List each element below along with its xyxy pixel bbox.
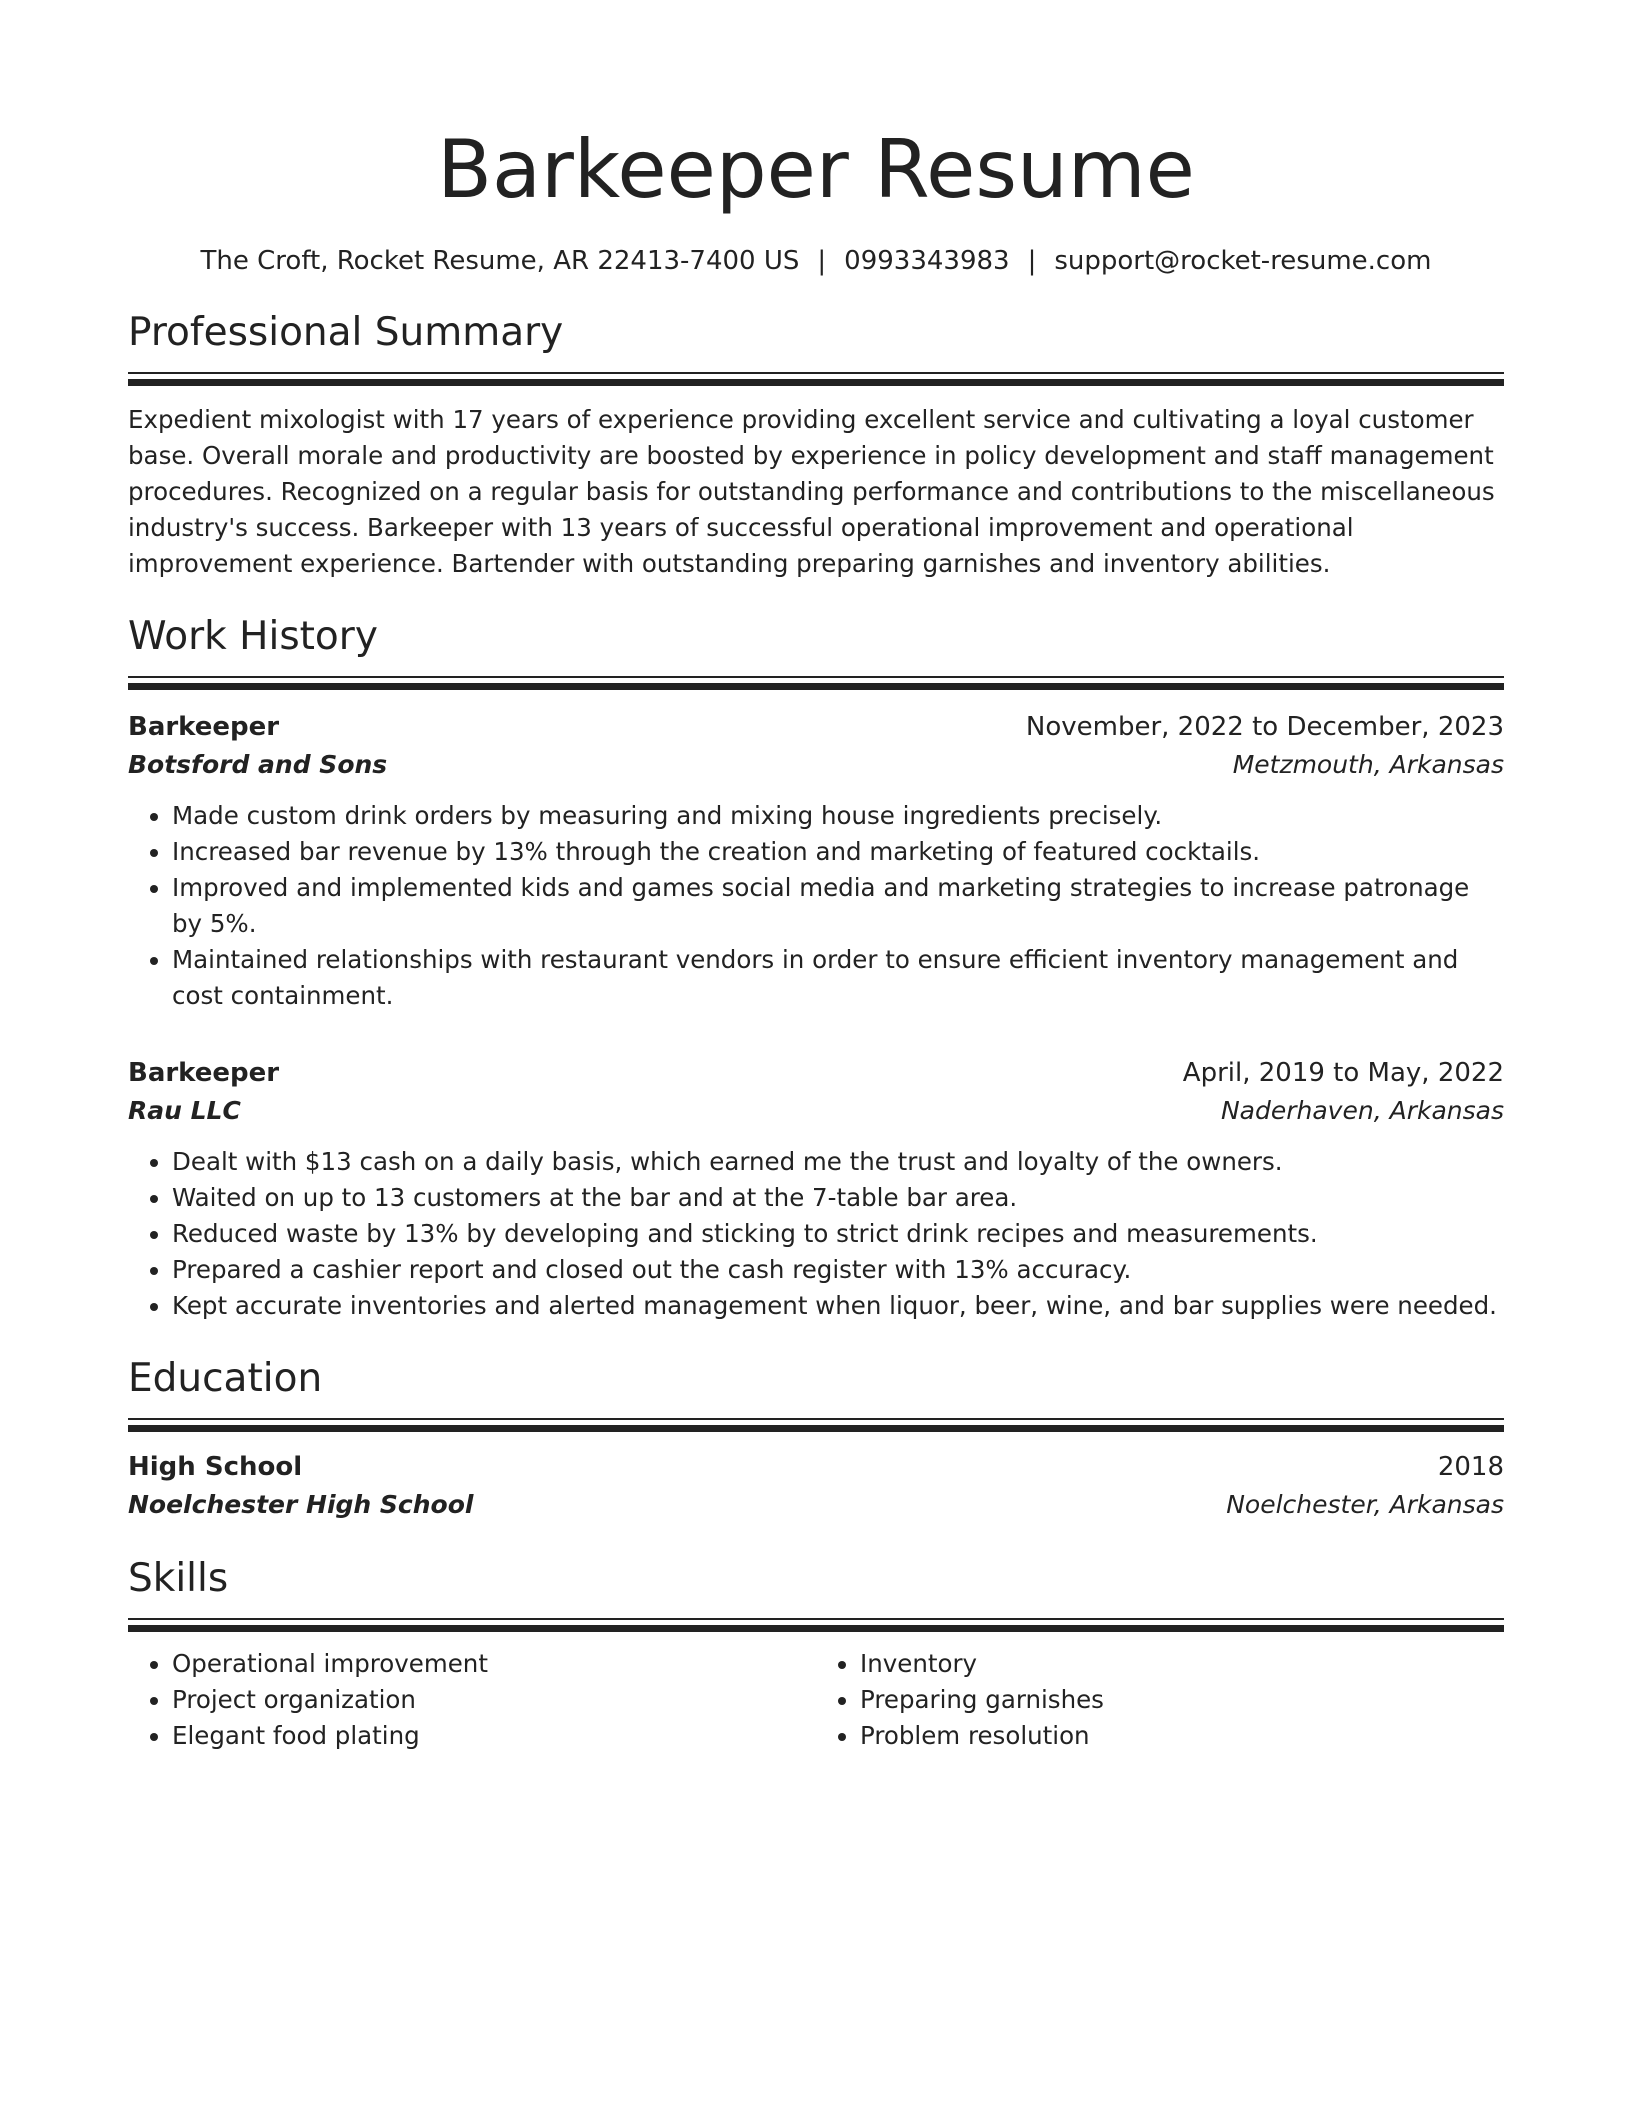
job-location: Metzmouth, Arkansas xyxy=(1232,750,1504,779)
job-company: Rau LLC xyxy=(128,1096,241,1125)
education-entry xyxy=(128,1448,1504,1524)
contact-phone: 0993343983 xyxy=(844,246,1010,276)
contact-separator: | xyxy=(1027,246,1037,276)
skill-item: • Inventory xyxy=(860,1646,1504,1682)
section-rule-thick xyxy=(128,683,1504,690)
job-bullet: • Improved and implemented kids and games social media and marketing strategies to increase patronage by 5%. xyxy=(172,870,1504,942)
job-company-row xyxy=(128,1092,1504,1130)
section-rule xyxy=(128,676,1504,678)
education-header-row xyxy=(128,1448,1504,1486)
education-location: Noelchester, Arkansas xyxy=(1226,1490,1504,1519)
job-bullet: • Reduced waste by 13% by developing and sticking to strict drink recipes and measurements. xyxy=(172,1216,1504,1252)
contact-line xyxy=(128,244,1504,278)
section-rule-thick xyxy=(128,1425,1504,1432)
education-section xyxy=(128,1354,1504,1524)
job-bullet: • Dealt with $13 cash on a daily basis, which earned me the trust and loyalty of the owners. xyxy=(172,1144,1504,1180)
job-header-row xyxy=(128,1054,1504,1092)
summary-section xyxy=(128,308,1504,582)
job-bullet: • Kept accurate inventories and alerted management when liquor, beer, wine, and bar supplies were needed. xyxy=(172,1288,1504,1324)
summary-text: Expedient mixologist with 17 years of experience providing excellent service and cultivating a loyal customer base. Overall morale and productivity are boosted by experience in policy development and staff management procedures. Recognized on a regular basis for outstanding performance and contributions to the miscellaneous industry's success. Barkeeper with 13 years of successful operational improvement and operational improvement experience. Bartender with outstanding preparing garnishes and inventory abilities. xyxy=(128,405,1495,578)
job-title: Barkeeper xyxy=(128,712,280,742)
skill-item: • Elegant food plating xyxy=(172,1718,816,1754)
section-rule-thick xyxy=(128,1625,1504,1632)
skills-section xyxy=(128,1554,1504,1754)
education-school: Noelchester High School xyxy=(128,1490,474,1519)
skill-item: • Project organization xyxy=(172,1682,816,1718)
job-bullet: • Waited on up to 13 customers at the bar and at the 7-table bar area. xyxy=(172,1180,1504,1216)
job-company-row xyxy=(128,746,1504,784)
job-title: Barkeeper xyxy=(128,1058,280,1088)
job-bullet: • Made custom drink orders by measuring and mixing house ingredients precisely. xyxy=(172,798,1504,834)
job-dates: April, 2019 to May, 2022 xyxy=(1182,1058,1504,1088)
education-year: 2018 xyxy=(1437,1452,1504,1482)
skills-left-column xyxy=(128,1646,816,1754)
contact-separator: | xyxy=(817,246,827,276)
job-entry xyxy=(128,708,1504,1014)
skill-item: • Operational improvement xyxy=(172,1646,816,1682)
job-company: Botsford and Sons xyxy=(128,750,388,779)
job-bullet: • Increased bar revenue by 13% through the creation and marketing of featured cocktails. xyxy=(172,834,1504,870)
skills-heading: Skills xyxy=(128,1556,229,1601)
skill-item: • Problem resolution xyxy=(860,1718,1504,1754)
section-rule xyxy=(128,1418,1504,1420)
job-header-row xyxy=(128,708,1504,746)
job-bullets xyxy=(128,1144,1504,1324)
job-entry xyxy=(128,1054,1504,1324)
section-rule-thick xyxy=(128,379,1504,386)
education-school-row xyxy=(128,1486,1504,1524)
job-location: Naderhaven, Arkansas xyxy=(1220,1096,1504,1125)
skills-right-column xyxy=(816,1646,1504,1754)
work-history-section xyxy=(128,612,1504,1324)
education-degree: High School xyxy=(128,1452,303,1482)
job-bullets xyxy=(128,798,1504,1014)
section-rule xyxy=(128,372,1504,374)
section-rule xyxy=(128,1618,1504,1620)
skills-columns xyxy=(128,1646,1504,1754)
summary-heading: Professional Summary xyxy=(128,310,564,355)
job-bullet: • Prepared a cashier report and closed out the cash register with 13% accuracy. xyxy=(172,1252,1504,1288)
education-heading: Education xyxy=(128,1356,323,1401)
skill-item: • Preparing garnishes xyxy=(860,1682,1504,1718)
job-dates: November, 2022 to December, 2023 xyxy=(1025,712,1504,742)
job-bullet: • Maintained relationships with restaurant vendors in order to ensure efficient inventory management and cost containment. xyxy=(172,942,1504,1014)
resume-title: Barkeeper Resume xyxy=(437,123,1195,216)
contact-email: support@rocket-resume.com xyxy=(1054,246,1432,276)
work-history-heading: Work History xyxy=(128,614,378,659)
contact-address: The Croft, Rocket Resume, AR 22413-7400 US xyxy=(200,246,800,276)
